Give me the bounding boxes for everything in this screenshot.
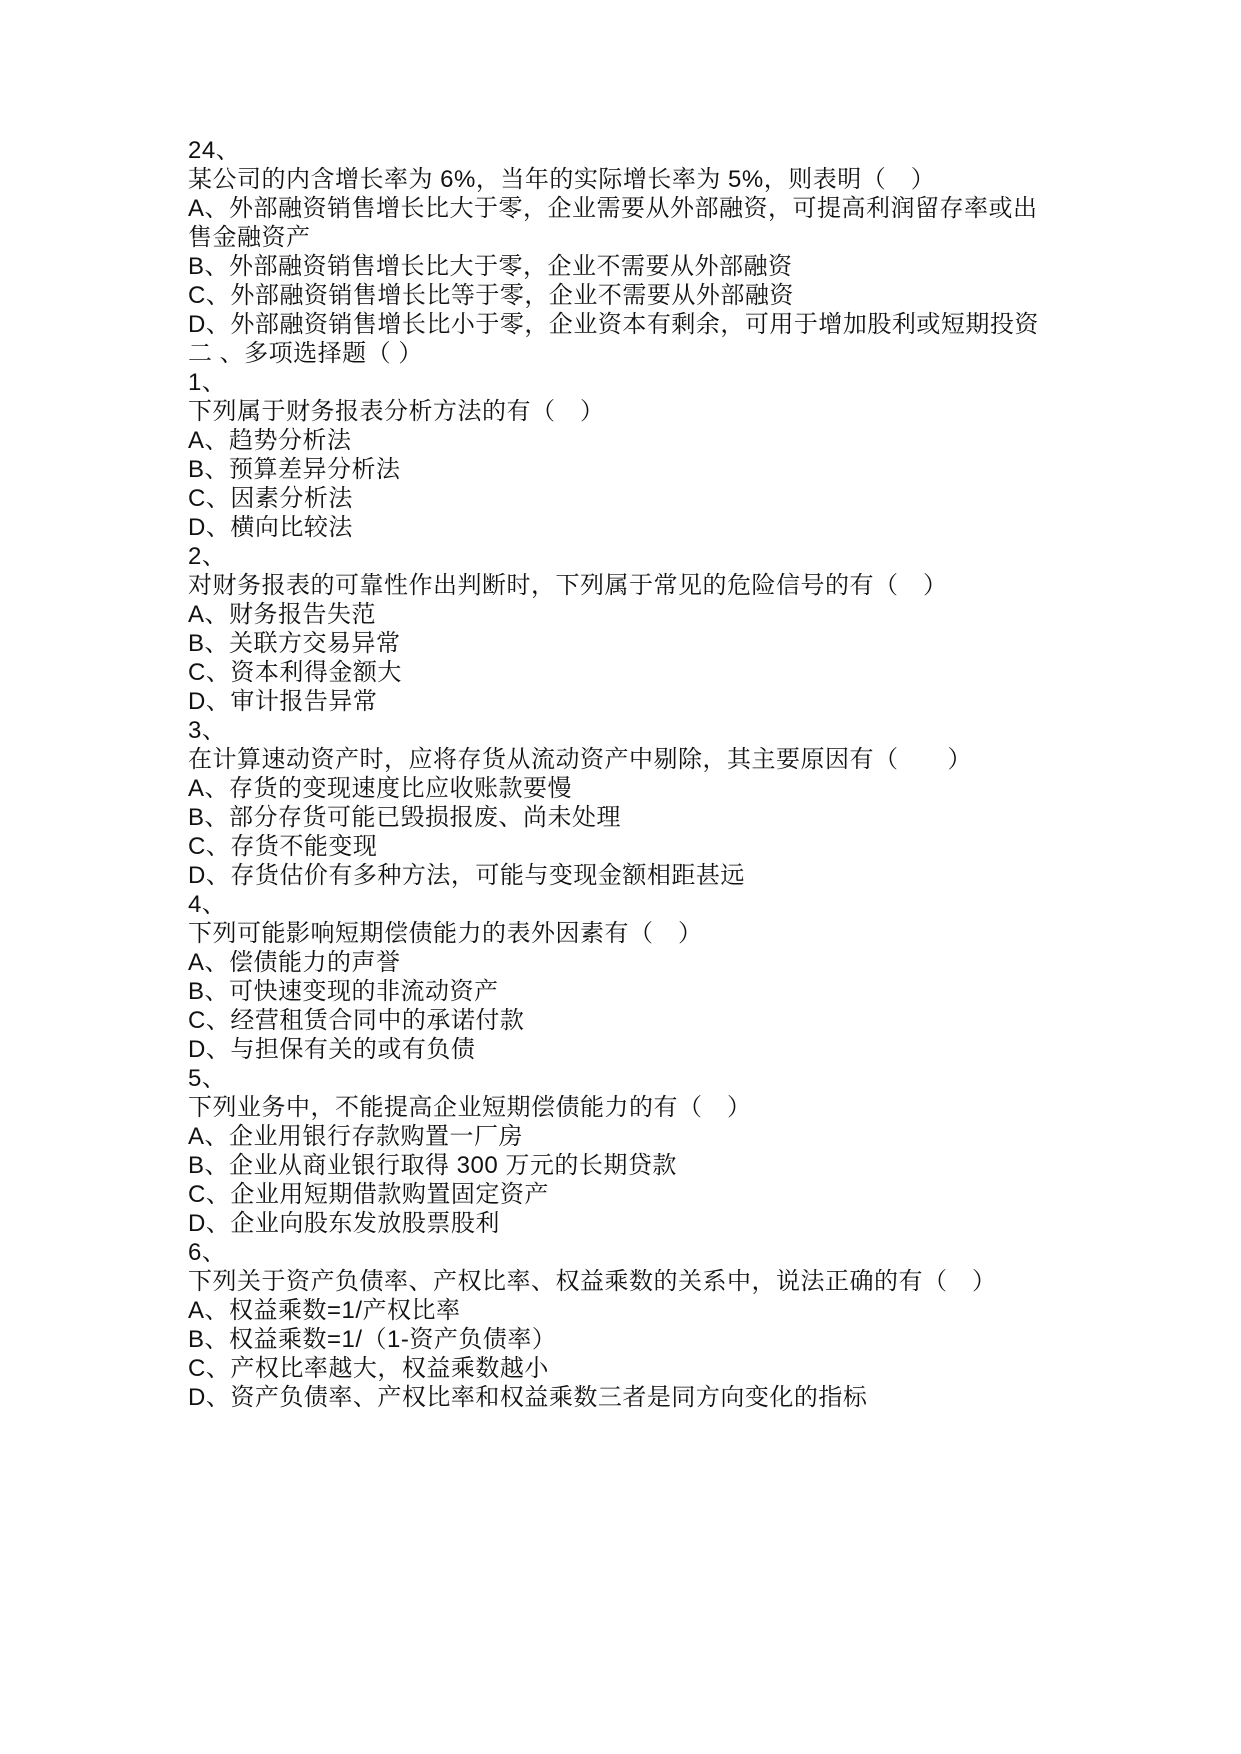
option-c: C、资本利得金额大 <box>188 659 402 686</box>
option-d: D、存货估价有多种方法，可能与变现金额相距甚远 <box>188 862 745 889</box>
question-number: 5、 <box>188 1065 227 1092</box>
question-number: 6、 <box>188 1239 227 1266</box>
document-body <box>188 136 1068 1412</box>
option-c: C、因素分析法 <box>188 485 353 512</box>
question-stem: 下列可能影响短期偿债能力的表外因素有（ ） <box>188 920 703 947</box>
question-stem: 对财务报表的可靠性作出判断时，下列属于常见的危险信号的有（ ） <box>188 572 948 599</box>
question-5 <box>188 1064 1068 1238</box>
option-d: D、审计报告异常 <box>188 688 378 715</box>
option-b: B、预算差异分析法 <box>188 456 401 483</box>
option-text-continuation: 售金融资产 <box>188 224 311 251</box>
question-24 <box>188 136 1068 339</box>
option-d: D、资产负债率、产权比率和权益乘数三者是同方向变化的指标 <box>188 1384 868 1411</box>
question-number: 24、 <box>188 137 241 164</box>
option-c: C、经营租赁合同中的承诺付款 <box>188 1007 525 1034</box>
question-stem: 下列属于财务报表分析方法的有（ ） <box>188 398 605 425</box>
option-d: D、与担保有关的或有负债 <box>188 1036 476 1063</box>
option-a: A、企业用银行存款购置一厂房 <box>188 1123 524 1150</box>
section-heading: 二 、多项选择题（ ） <box>188 340 423 367</box>
question-6 <box>188 1238 1068 1412</box>
question-2 <box>188 542 1068 716</box>
option-b: B、关联方交易异常 <box>188 630 401 657</box>
question-1 <box>188 368 1068 542</box>
question-stem: 某公司的内含增长率为 6%，当年的实际增长率为 5%，则表明（ ） <box>188 166 936 193</box>
question-number: 2、 <box>188 543 227 570</box>
question-3 <box>188 716 1068 890</box>
option-a: A、偿债能力的声誉 <box>188 949 401 976</box>
option-c: C、产权比率越大，权益乘数越小 <box>188 1355 549 1382</box>
option-c: C、存货不能变现 <box>188 833 378 860</box>
question-stem: 在计算速动资产时，应将存货从流动资产中剔除，其主要原因有（ ） <box>188 746 972 773</box>
option-text: A、外部融资销售增长比大于零，企业需要从外部融资，可提高利润留存率或出 <box>188 195 1038 222</box>
option-c: C、企业用短期借款购置固定资产 <box>188 1181 549 1208</box>
option-d: D、企业向股东发放股票股利 <box>188 1210 500 1237</box>
option-b: B、可快速变现的非流动资产 <box>188 978 499 1005</box>
question-stem: 下列业务中，不能提高企业短期偿债能力的有（ ） <box>188 1094 752 1121</box>
option-b: B、权益乘数=1/（1-资产负债率） <box>188 1326 557 1353</box>
option-a: A、财务报告失范 <box>188 601 377 628</box>
question-number: 3、 <box>188 717 227 744</box>
option-a <box>188 194 1068 252</box>
question-number: 1、 <box>188 369 227 396</box>
option-c: C、外部融资销售增长比等于零，企业不需要从外部融资 <box>188 282 794 309</box>
option-a: A、权益乘数=1/产权比率 <box>188 1297 461 1324</box>
option-b: B、企业从商业银行取得 300 万元的长期贷款 <box>188 1152 677 1179</box>
option-d: D、横向比较法 <box>188 514 353 541</box>
option-b: B、部分存货可能已毁损报废、尚未处理 <box>188 804 622 831</box>
option-a: A、存货的变现速度比应收账款要慢 <box>188 775 573 802</box>
question-stem: 下列关于资产负债率、产权比率、权益乘数的关系中，说法正确的有（ ） <box>188 1268 997 1295</box>
option-b: B、外部融资销售增长比大于零，企业不需要从外部融资 <box>188 253 793 280</box>
option-d: D、外部融资销售增长比小于零，企业资本有剩余，可用于增加股利或短期投资 <box>188 311 1039 338</box>
question-4 <box>188 890 1068 1064</box>
option-a: A、趋势分析法 <box>188 427 352 454</box>
question-number: 4、 <box>188 891 227 918</box>
